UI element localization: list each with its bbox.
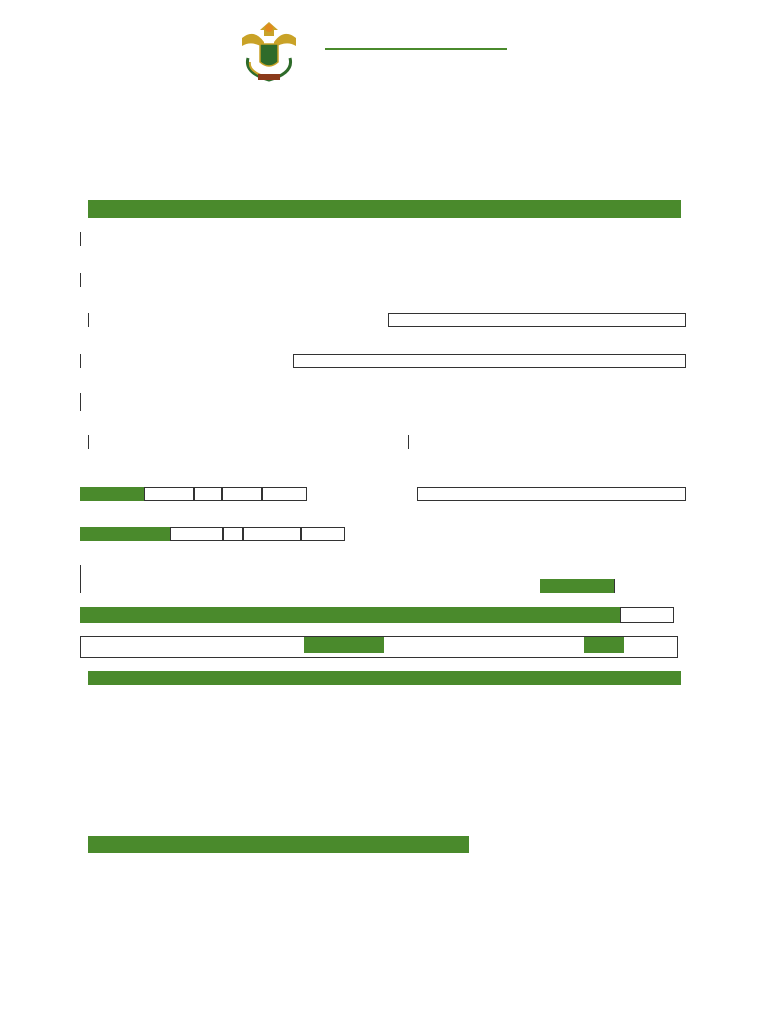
post-code-tag xyxy=(540,579,614,593)
qualification-field[interactable] xyxy=(384,637,584,653)
post-code-boxes[interactable] xyxy=(614,579,692,593)
surname-mv-boxes[interactable] xyxy=(80,273,686,287)
year-tag xyxy=(584,637,624,653)
address-boxes-row2[interactable] xyxy=(80,579,540,593)
support-answer-field[interactable] xyxy=(620,607,674,623)
brand-divider xyxy=(325,48,507,50)
coat-of-arms-logo xyxy=(234,18,304,84)
first-names-student-boxes[interactable] xyxy=(80,354,293,368)
email-student-field[interactable] xyxy=(293,354,686,368)
disabled-no-option[interactable] xyxy=(222,487,262,501)
id-student-boxes[interactable] xyxy=(88,435,408,449)
personal-details-header xyxy=(88,200,681,218)
first-names-mv-boxes[interactable] xyxy=(80,232,686,246)
declaration-title xyxy=(88,836,469,853)
surname-student-boxes[interactable] xyxy=(80,393,686,411)
qualification-tag xyxy=(304,637,384,653)
female-option[interactable] xyxy=(243,527,301,541)
female-mark[interactable] xyxy=(301,527,345,541)
year-field[interactable] xyxy=(624,637,678,653)
male-mark[interactable] xyxy=(223,527,243,541)
address-boxes-row1[interactable] xyxy=(80,565,692,579)
disabled-tag xyxy=(80,487,144,501)
disabled-yes-option[interactable] xyxy=(144,487,194,501)
email-field[interactable] xyxy=(388,313,686,327)
male-option[interactable] xyxy=(170,527,223,541)
equity-status-tag xyxy=(80,527,170,541)
support-question xyxy=(80,607,620,623)
id-mv-boxes[interactable] xyxy=(88,313,388,327)
disability-details-field[interactable] xyxy=(417,487,686,501)
notice-title xyxy=(88,671,681,685)
cell-student-boxes[interactable] xyxy=(408,435,686,449)
disabled-no-mark[interactable] xyxy=(262,487,307,501)
disabled-yes-mark[interactable] xyxy=(194,487,222,501)
